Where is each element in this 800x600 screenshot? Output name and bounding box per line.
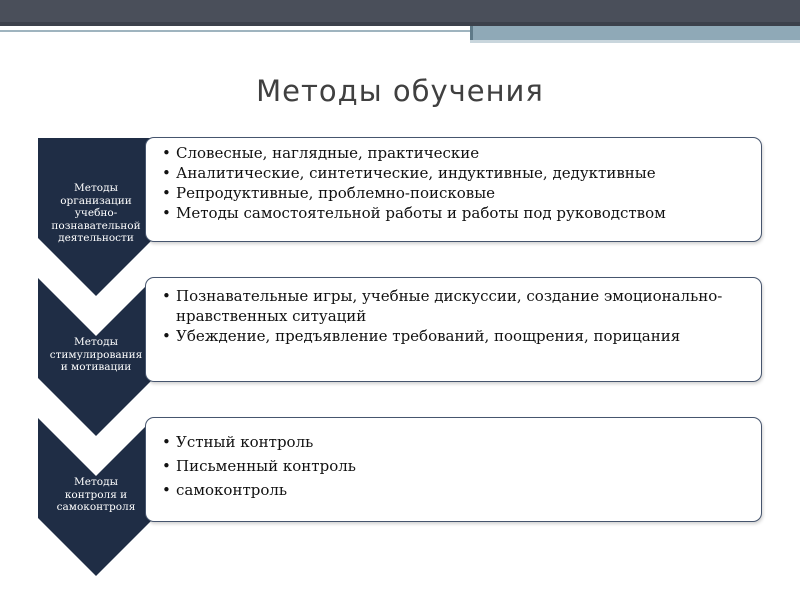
list-item: • Методы самостоятельной работы и работы под руководством	[160, 203, 755, 223]
chevron-label-line: организации	[60, 194, 132, 207]
list-item: • Словесные, наглядные, практические	[160, 143, 755, 163]
list-control	[160, 432, 755, 500]
box-organization	[145, 137, 762, 242]
chevron-stimulation	[38, 278, 154, 436]
chevron-label-line: Методы	[74, 182, 118, 194]
list-stimulation	[160, 286, 755, 346]
chevron-label-line: деятельности	[58, 232, 134, 244]
top-decoration-bar	[0, 0, 800, 50]
chevron-organization	[38, 138, 154, 296]
list-item: • Аналитические, синтетические, индуктивные, дедуктивные	[160, 163, 755, 183]
chevron-label-line: Методы	[74, 336, 118, 348]
chevron-control	[38, 418, 154, 576]
list-item: • Репродуктивные, проблемно-поисковые	[160, 183, 755, 203]
chevron-label-stimulation	[38, 336, 154, 374]
chevron-label-line: Методы	[74, 476, 118, 488]
chevron-label-line: самоконтроля	[56, 501, 136, 513]
list-item: • Устный контроль	[160, 432, 755, 452]
list-item: • Письменный контроль	[160, 456, 755, 476]
chevron-label-line: стимулирования	[49, 348, 143, 361]
chevron-label-line: учебно-	[74, 207, 118, 219]
box-control	[145, 417, 762, 522]
chevron-label-line: и мотивации	[60, 361, 132, 373]
chevron-label-line: контроля и	[64, 488, 128, 501]
slide-title: Методы обучения	[256, 74, 544, 108]
list-organization	[160, 143, 755, 223]
list-item: • Познавательные игры, учебные дискуссии, создание эмоционально-нравственных ситуаций	[160, 286, 755, 326]
list-item: • Убеждение, предъявление требований, поощрения, порицания	[160, 326, 755, 346]
chevron-label-organization	[38, 182, 154, 245]
chevron-label-control	[38, 476, 154, 514]
chevron-label-line: познавательной	[51, 219, 141, 232]
box-stimulation	[145, 277, 762, 382]
list-item: • самоконтроль	[160, 480, 755, 500]
